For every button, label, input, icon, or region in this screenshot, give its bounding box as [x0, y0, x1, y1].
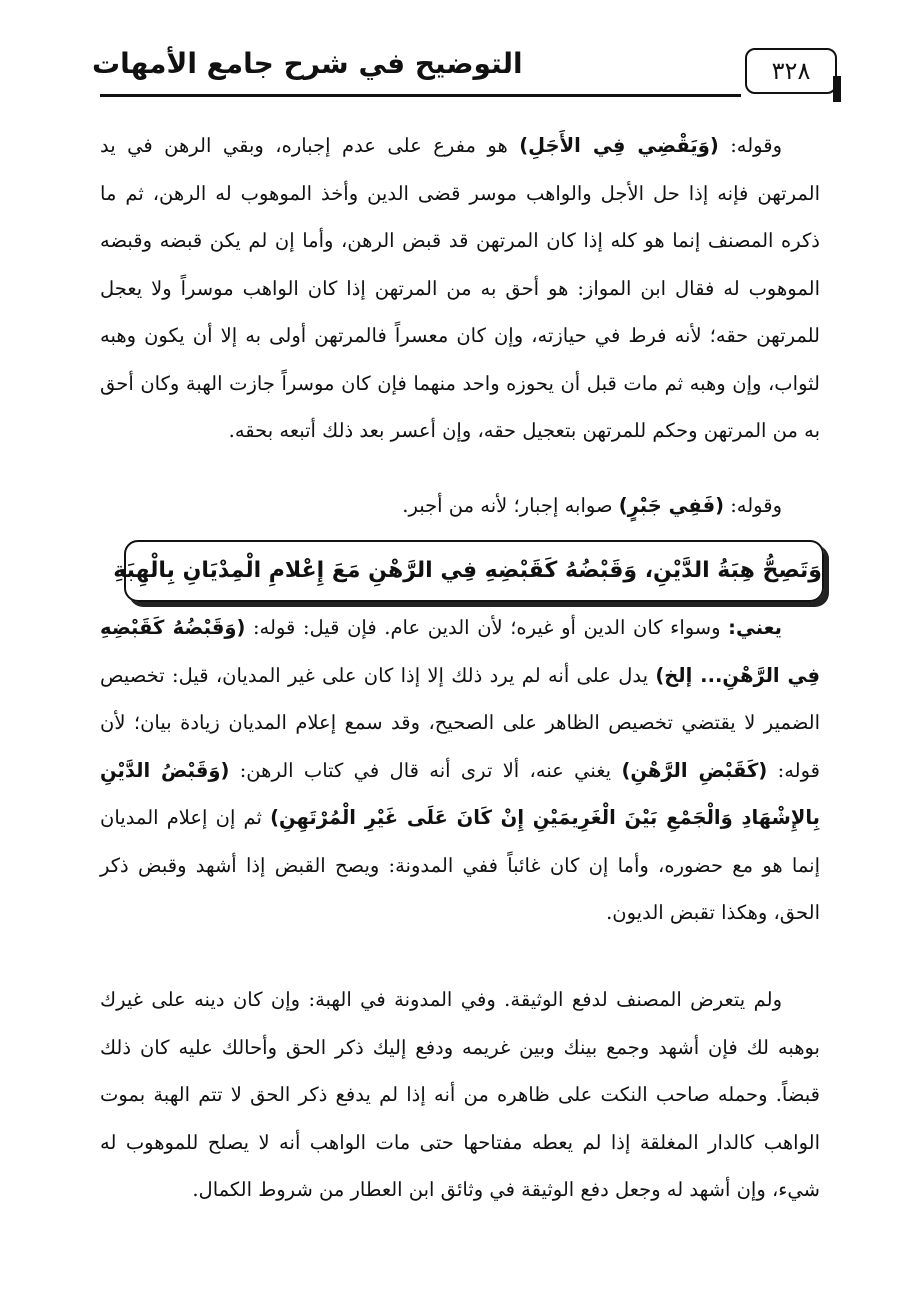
quoted-matn-phrase: (وَقَبْضُهُ كَقَبْضِهِ فِي الرَّهْنِ... إلخ)	[100, 616, 820, 687]
paragraph-2	[100, 482, 820, 530]
paragraph-3-text-1: وسواء كان الدين أو غيره؛ لأن الدين عام. فإن قيل: قوله:	[245, 616, 729, 639]
quoted-matn-phrase: (كَقَبْضِ الرَّهْنِ)	[621, 758, 768, 782]
paragraph-3	[100, 604, 820, 937]
header-rule	[100, 94, 741, 97]
paragraph-3-lead: يعني:	[728, 616, 782, 639]
paragraph-3-text-3: يغني عنه، ألا ترى أنه قال في كتاب الرهن:	[229, 758, 622, 782]
paragraph-3-text-4: ثم إن إعلام المديان إنما هو مع حضوره، وأما إن كان غائباً ففي المدونة: ويصح القبض إذا أشهد وقبض ذكر الحق، وهكذا تقبض الديون.	[100, 806, 820, 924]
paragraph-3-text-2: يدل على أنه لم يرد ذلك إلا إذا كان على غير المديان، قيل: تخصيص الضمير لا يقتضي تخصيص الظاهر على الصحيح، وقد سمع إعلام المديان زيادة بيان؛ لأن قوله:	[100, 663, 821, 782]
paragraph-1-prefix: وقوله:	[718, 134, 782, 157]
running-title: التوضيح في شرح جامع الأمهات	[92, 47, 523, 80]
paragraph-4: ولم يتعرض المصنف لدفع الوثيقة. وفي المدونة في الهبة: وإن كان دينه على غيرك بوهبه لك فإن أشهد وجمع بينك وبين غريمه ودفع إليك ذكر الحق وأحالك عليه كان ذلك قبضاً. وحمله صاحب النكت على ظاهره من أنه إذا لم يدفع ذكر الحق لا تتم الهبة بموت الواهب كالدار المغلقة إذا لم يعطه مفتاحها حتى مات الواهب أنه لا يصلح للموهوب له شيء، وإن أشهد له وجعل دفع الوثيقة في وثائق ابن العطار من شروط الكمال.	[100, 988, 820, 1201]
page-header	[92, 38, 837, 100]
page-number-ornament	[833, 76, 841, 102]
quoted-matn-phrase: (وَيَقْضِي فِي الأَجَلِ)	[519, 134, 719, 157]
paragraph-2-text: صوابه إجبار؛ لأنه من أجبر.	[402, 494, 619, 517]
paragraph-2-prefix: وقوله:	[724, 494, 782, 517]
matn-box: وَتَصِحُّ هِبَةُ الدَّيْنِ، وَقَبْضُهُ كَقَبْضِهِ فِي الرَّهْنِ مَعَ إِعْلامِ الْمِدْيَانِ بِالْهِبَةِ	[124, 540, 824, 602]
quoted-matn-phrase: (فَفِي جَبْرٍ)	[618, 494, 725, 517]
paragraph-1-text: هو مفرع على عدم إجباره، وبقي الرهن في يد المرتهن فإنه إذا حل الأجل والواهب موسر قضى الدين وأخذ الموهوب له الرهن، ثم ما ذكره المصنف إنما هو كله إذا كان المرتهن قد قبض الرهن، وأما إن لم يكن قبضه وقبضه الموهوب له فقال ابن المواز: هو أحق به من المرتهن إذا كان الواهب موسراً ولا يعجل للمرتهن حقه؛ لأنه فرط في حيازته، وإن كان معسراً فالمرتهن أولى به إلا أن يكون وهبه لثواب، وإن وهبه ثم مات قبل أن يحوزه واحد منهما فإن كان موسراً جازت الهبة وكان أحق به من المرتهن وحكم للمرتهن بتعجيل حقه، وإن أعسر بعد ذلك أتبعه بحقه.	[100, 134, 820, 442]
page-number: ٣٢٨	[745, 48, 837, 94]
quoted-matn-phrase: (وَقَبْضُ الدَّيْنِ بِالإِشْهَادِ وَالْجَمْعِ بَيْنَ الْغَرِيمَيْنِ إِنْ كَانَ عَلَى غَيْرِ الْمُرْتَهِنِ)	[100, 758, 820, 829]
paragraph-1	[100, 122, 820, 455]
